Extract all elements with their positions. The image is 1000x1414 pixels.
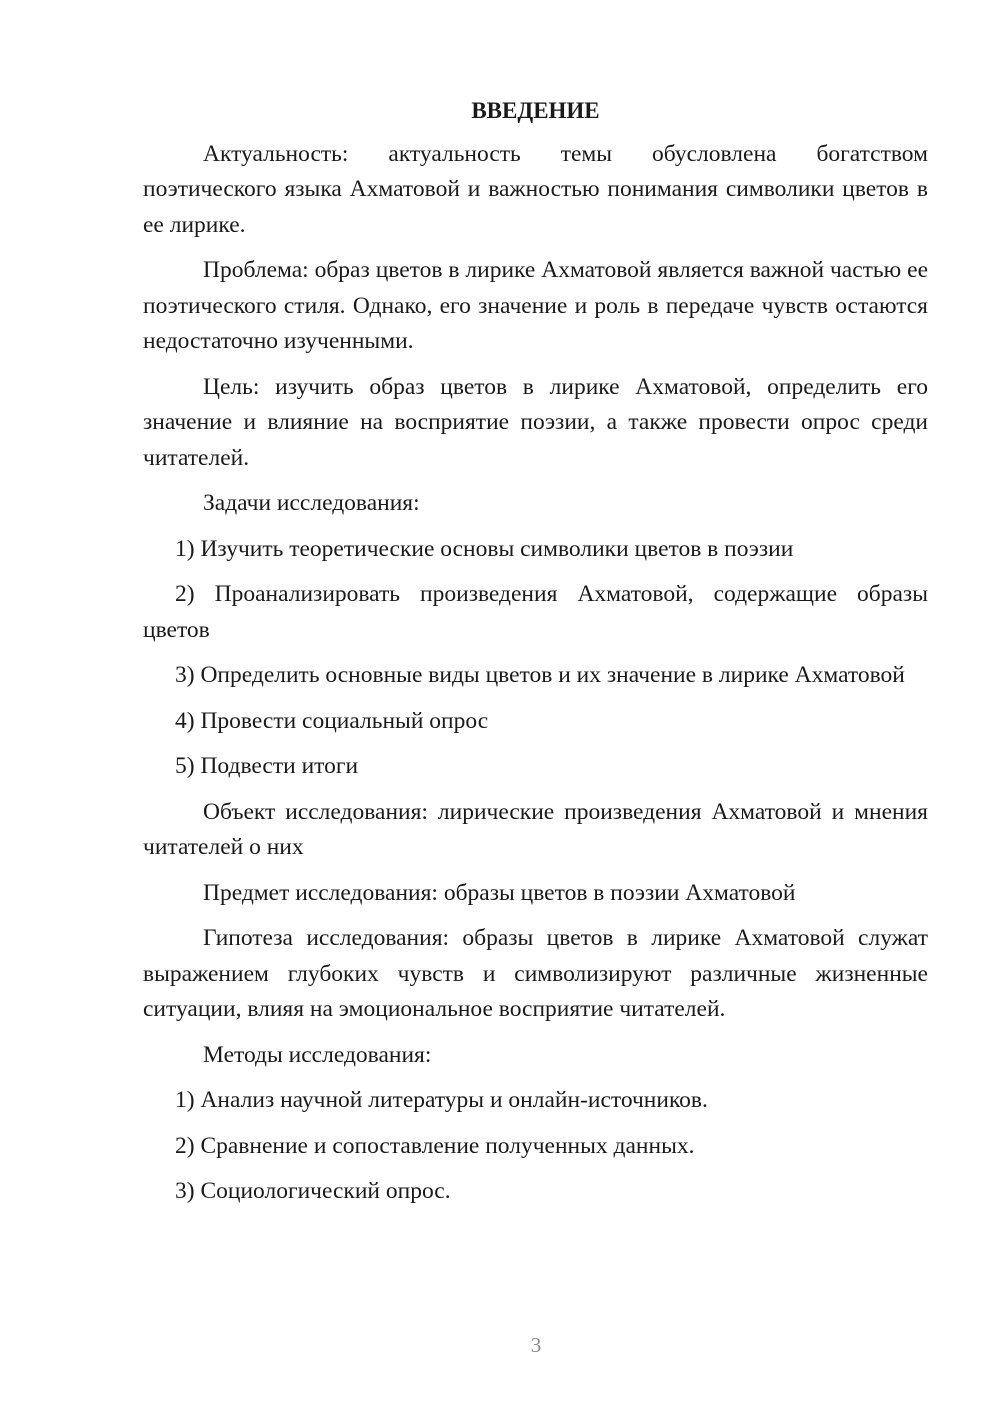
page-number: 3 <box>530 1333 542 1357</box>
tasks-heading: Задачи исследования: <box>203 490 420 516</box>
object-paragraph: Объект исследования: лирические произведения Ахматовой и мнения читателей о них <box>143 798 928 860</box>
relevance-paragraph: Актуальность: актуальность темы обусловлена богатством поэтического языка Ахматовой и важностью понимания символики цветов в ее лирике. <box>143 140 928 238</box>
methods-heading: Методы исследования: <box>203 1041 432 1068</box>
task-item: 2) Проанализировать произведения Ахматовой, содержащие образы цветов <box>143 581 928 643</box>
task-item: 5) Подвести итоги <box>175 753 359 779</box>
hypothesis-paragraph: Гипотеза исследования: образы цветов в лирике Ахматовой служат выражением глубоких чувств и символизируют различные жизненные ситуации, влияя на эмоциональное восприятие читателей. <box>143 925 928 1022</box>
subject-paragraph: Предмет исследования: образы цветов в поэзии Ахматовой <box>203 879 796 906</box>
document-body <box>143 93 928 1220</box>
method-item: 1) Анализ научной литературы и онлайн-источников. <box>175 1087 708 1113</box>
method-item: 3) Социологический опрос. <box>175 1178 451 1204</box>
method-item: 2) Сравнение и сопоставление полученных данных. <box>175 1132 695 1159</box>
problem-paragraph: Проблема: образ цветов в лирике Ахматовой является важной частью ее поэтического стиля. Однако, его значение и роль в передаче чувств остаются недостаточно изученными. <box>143 257 928 354</box>
task-item: 1) Изучить теоретические основы символики цветов в поэзии <box>175 535 794 562</box>
task-item: 4) Провести социальный опрос <box>175 707 489 734</box>
goal-paragraph: Цель: изучить образ цветов в лирике Ахматовой, определить его значение и влияние на восприятие поэзии, а также провести опрос среди читателей. <box>143 373 928 471</box>
page-title: ВВЕДЕНИЕ <box>471 98 600 123</box>
task-item: 3) Определить основные виды цветов и их значение в лирике Ахматовой <box>175 662 905 688</box>
